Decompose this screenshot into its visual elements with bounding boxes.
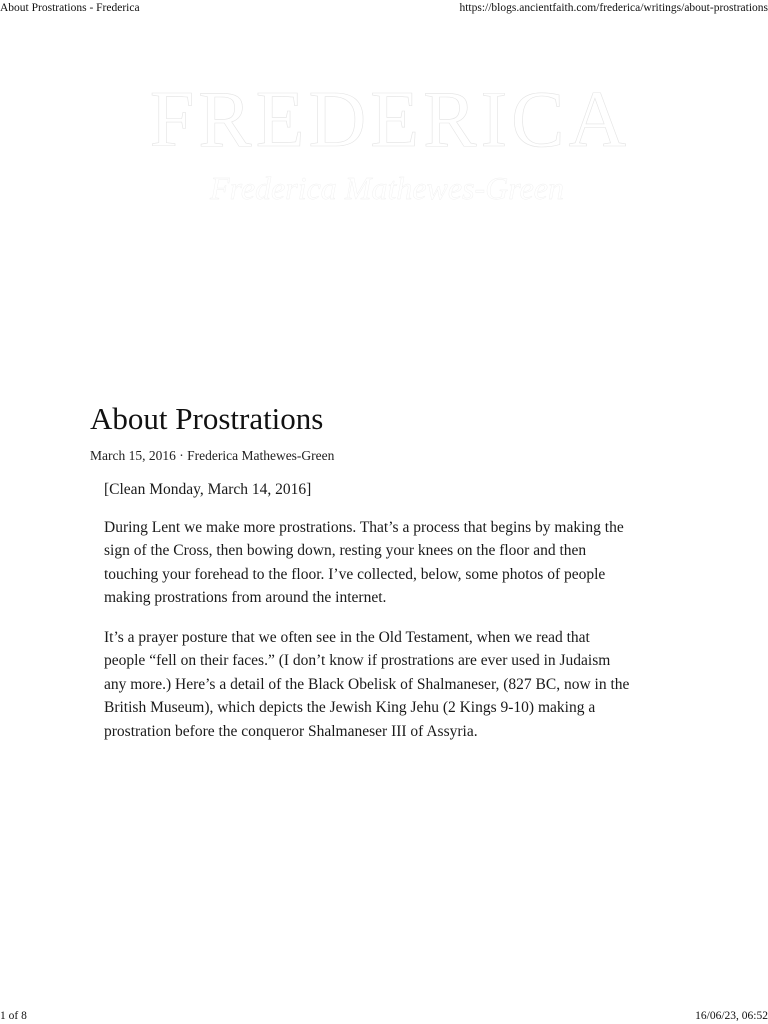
post-paragraph: It’s a prayer posture that we often see in the Old Testament, when we read that people “fell on their faces.” (I don’t know if prostrations are ever used in Judaism any more.) Here’s a detail of the Black Obelisk of Shalmaneser, (827 BC, now in the British Museum), which depicts the Jewish King Jehu (2 Kings 9-10) making a prostration before the conqueror Shalmaneser III of Assyria.	[104, 628, 630, 740]
post-date[interactable]: March 15, 2016	[90, 448, 176, 463]
print-header	[0, 0, 768, 16]
site-title[interactable]: FREDERICA	[149, 76, 631, 164]
post-paragraph: During Lent we make more prostrations. That’s a process that begins by making the sign of the Cross, then bowing down, resting your knees on the floor and then touching your forehead to the floor. I’ve collected, below, some photos of people making prostrations from around the internet.	[104, 518, 624, 606]
site-masthead	[0, 76, 768, 207]
print-url: https://blogs.ancientfaith.com/frederica/writings/about-prostrations	[459, 2, 768, 14]
site-subtitle: Frederica Mathewes-Green	[210, 170, 564, 206]
post-author[interactable]: Frederica Mathewes-Green	[187, 448, 335, 463]
print-timestamp: 16/06/23, 06:52	[695, 1010, 768, 1022]
post-article	[90, 398, 650, 759]
post-paragraph: [Clean Monday, March 14, 2016]	[104, 481, 312, 498]
print-footer	[0, 1008, 768, 1024]
print-page-title: About Prostrations - Frederica	[0, 2, 140, 14]
page-count: 1 of 8	[0, 1010, 27, 1022]
meta-separator: ·	[179, 448, 184, 463]
post-meta	[90, 444, 650, 468]
post-body	[104, 478, 634, 743]
post-title[interactable]: About Prostrations	[90, 401, 324, 436]
